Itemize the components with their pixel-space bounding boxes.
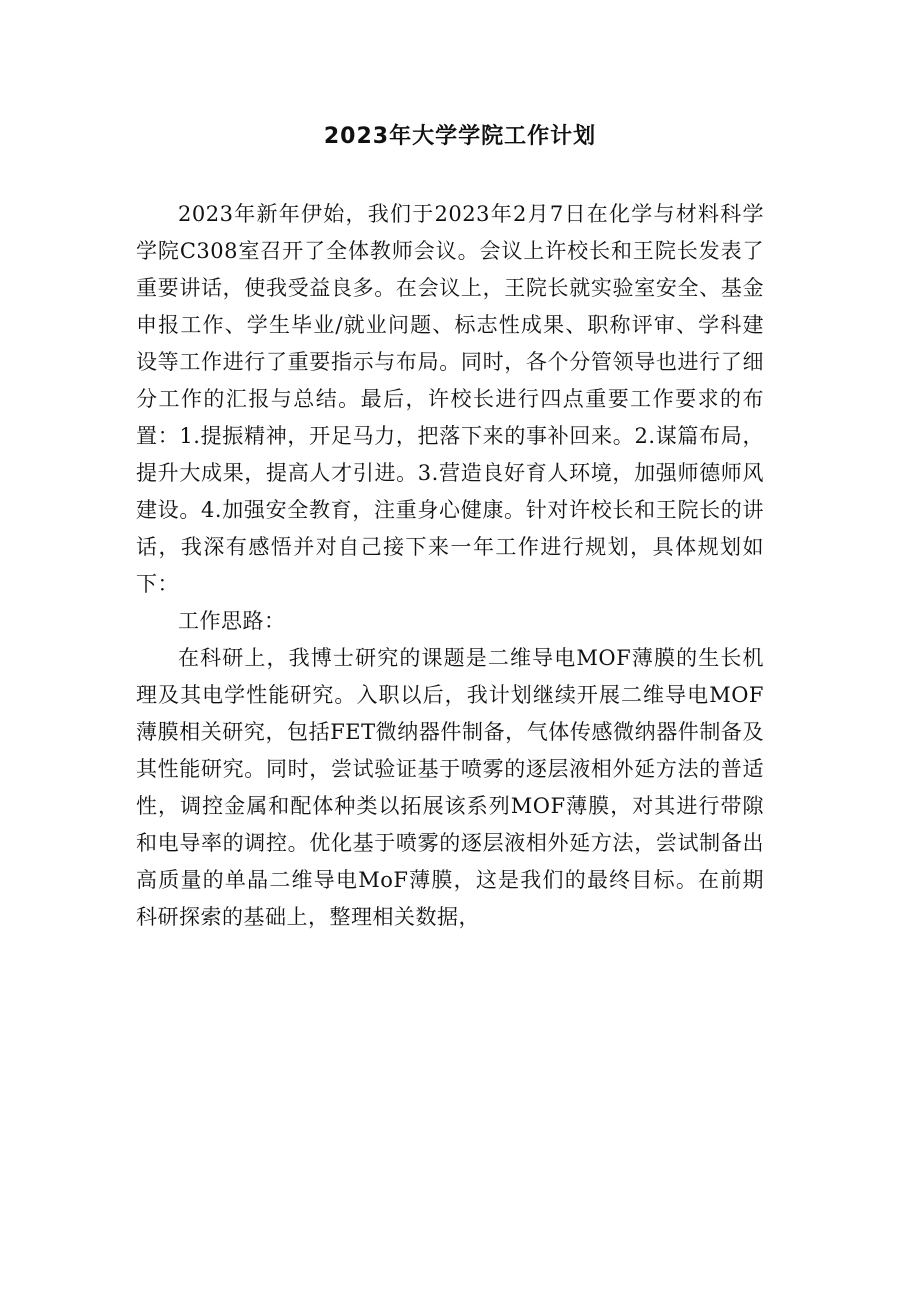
paragraph-work-approach-heading: 工作思路： [178, 609, 286, 633]
document-title: 2023年大学学院工作计划 [323, 124, 597, 149]
paragraph-meeting-summary: 2023年新年伊始，我们于2023年2月7日在化学与材料科学学院C308室召开了全体教师会议。会议上许校长和王院长发表了重要讲话，使我受益良多。在会议上，王院长就实验室安全、基金申报工作、学生毕业/就业问题、标志性成果、职称评审、学科建设等工作进行了重要指示与布局。同时，各个分管领导也进行了细分工作的汇报与总结。最后，许校长进行四点重要工作要求的布置：1.提振精神，开足马力，把落下来的事补回来。2.谋篇布局，提升大成果，提高人才引进。3.营造良好育人环境，加强师德师风建设。4.加强安全教育，注重身心健康。针对许校长和王院长的讲话，我深有感悟并对自己接下来一年工作进行规划，具体规划如下： [136, 202, 764, 596]
paragraph-research-plan: 在科研上，我博士研究的课题是二维导电MOF薄膜的生长机理及其电学性能研究。入职以后，我计划继续开展二维导电MOF薄膜相关研究，包括FET微纳器件制备，气体传感微纳器件制备及其性能研究。同时，尝试验证基于喷雾的逐层液相外延方法的普适性，调控金属和配体种类以拓展该系列MOF薄膜，对其进行带隙和电导率的调控。优化基于喷雾的逐层液相外延方法，尝试制备出高质量的单晶二维导电MoF薄膜，这是我们的最终目标。在前期科研探索的基础上，整理相关数据， [136, 646, 764, 929]
document-body [136, 196, 764, 936]
